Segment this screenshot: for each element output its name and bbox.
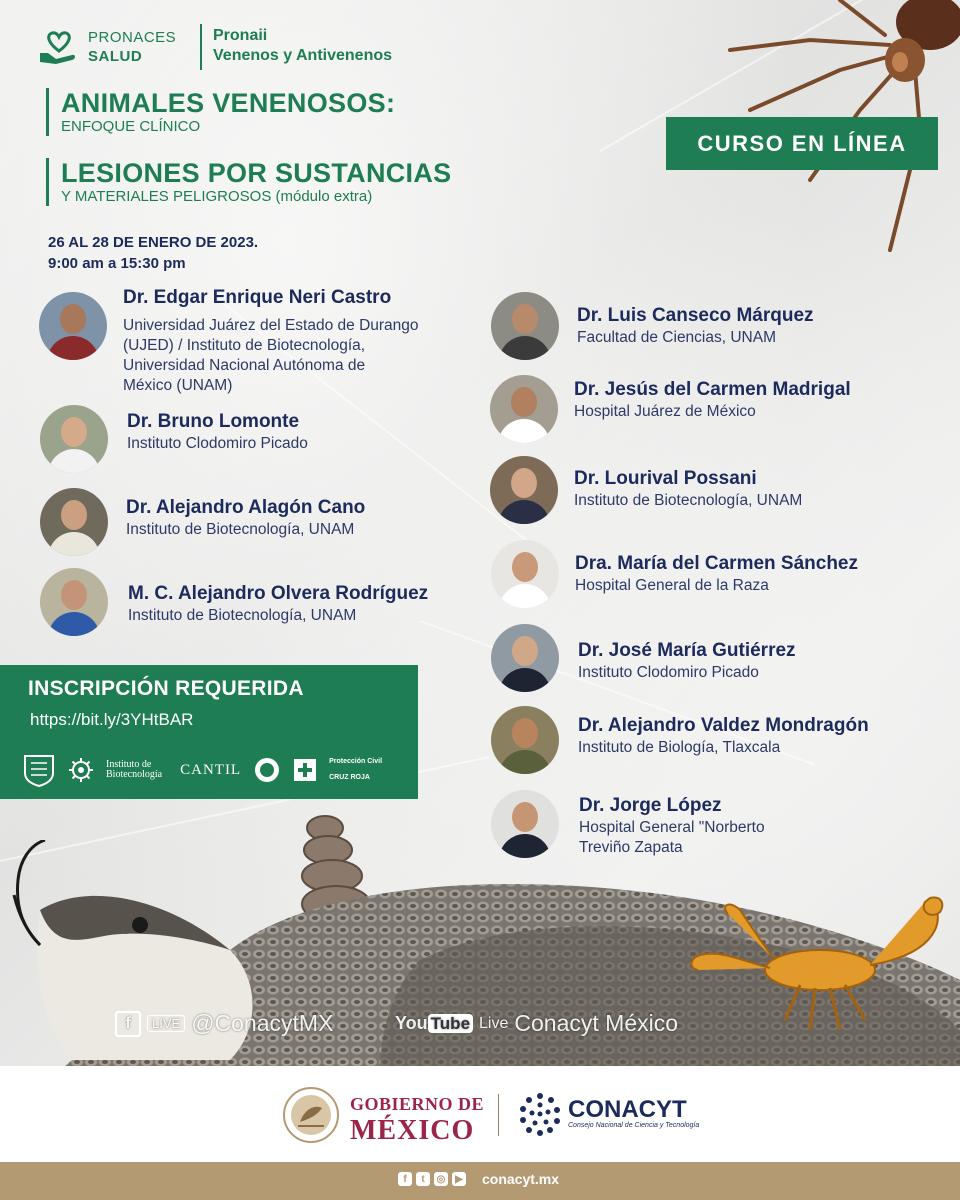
speaker-name: Dr. Lourival Possani <box>574 468 757 489</box>
speaker-name: M. C. Alejandro Olvera Rodríguez <box>128 583 429 604</box>
speaker-affiliation: Instituto de Biología, Tlaxcala <box>578 739 781 756</box>
social-icons <box>398 1172 466 1186</box>
speaker-photo <box>40 568 108 636</box>
speaker-photo <box>491 540 559 608</box>
title-animales <box>46 88 395 136</box>
live-badge: LIVE <box>147 1015 185 1032</box>
scorpion-illustration <box>680 890 960 1040</box>
registration-title: INSCRIPCIÓN REQUERIDA <box>28 677 304 700</box>
facebook-icon: f <box>115 1011 141 1037</box>
heart-hand-icon <box>38 29 80 65</box>
youtube-channel: Conacyt México <box>514 1010 679 1036</box>
twitter-icon[interactable]: t <box>416 1172 430 1186</box>
speaker-affiliation: Facultad de Ciencias, UNAM <box>577 329 776 346</box>
speaker-name: Dr. Jesús del Carmen Madrigal <box>574 379 851 400</box>
speaker-card <box>40 568 428 636</box>
speaker-name: Dra. María del Carmen Sánchez <box>575 553 858 574</box>
ibt-logo-line: Biotecnología <box>106 769 163 780</box>
second-title: LESIONES POR SUSTANCIAS <box>61 158 452 188</box>
speaker-name: Dr. Edgar Enrique Neri Castro <box>123 287 392 308</box>
speaker-card <box>490 456 802 524</box>
pronaces-logo <box>38 28 176 66</box>
conacyt-dots-icon <box>516 1090 564 1138</box>
youtube-icon[interactable]: ▶ <box>452 1172 466 1186</box>
speaker-photo <box>490 375 558 443</box>
speaker-name: Dr. Luis Canseco Márquez <box>577 305 814 326</box>
speaker-photo <box>490 456 558 524</box>
speaker-affiliation: Treviño Zapata <box>579 839 683 856</box>
pronaces-label: PRONACES <box>88 29 177 46</box>
pronaii-label <box>213 26 392 66</box>
schedule <box>48 232 258 274</box>
youtube-live[interactable] <box>395 1010 678 1037</box>
mexico-label: MÉXICO <box>350 1115 475 1146</box>
speaker-affiliation: (UJED) / Instituto de Biotecnología, <box>123 337 366 354</box>
footer <box>0 1066 960 1162</box>
speaker-affiliation: Hospital General "Norberto <box>579 819 765 836</box>
cantil-logo: CANTIL <box>180 761 242 778</box>
seal-icon <box>253 756 281 784</box>
speaker-name: Dr. Alejandro Alagón Cano <box>126 497 366 518</box>
speaker-affiliation: Hospital General de la Raza <box>575 577 769 594</box>
footer-divider <box>498 1094 499 1136</box>
speaker-photo <box>491 706 559 774</box>
speaker-photo <box>491 292 559 360</box>
facebook-live[interactable] <box>115 1010 333 1037</box>
youtube-tube: Tube <box>428 1014 473 1033</box>
pronaii-subtitle: Venenos y Antivenenos <box>213 47 393 64</box>
speaker-name: Dr. Jorge López <box>579 795 722 816</box>
pronaii-title: Pronaii <box>213 27 268 44</box>
second-subtitle: Y MATERIALES PELIGROSOS (módulo extra) <box>61 188 373 205</box>
title-lesiones <box>46 158 451 206</box>
speaker-affiliation: Hospital Juárez de México <box>574 403 756 420</box>
speaker-affiliation: Universidad Nacional Autónoma de <box>123 357 366 374</box>
conacyt-logo-text: CONACYT <box>568 1096 687 1123</box>
partner-logos <box>22 753 382 787</box>
speaker-affiliation: Universidad Juárez del Estado de Durango <box>123 317 419 334</box>
youtube-icon <box>395 1013 473 1034</box>
speaker-card <box>491 624 796 692</box>
speaker-card <box>491 706 869 774</box>
facebook-handle: @ConacytMX <box>191 1010 334 1036</box>
speaker-affiliation: Instituto de Biotecnología, UNAM <box>126 521 355 538</box>
bottom-bar <box>0 1162 960 1200</box>
speaker-card <box>491 540 858 608</box>
event-dates: 26 AL 28 DE ENERO DE 2023. <box>48 234 259 251</box>
speaker-affiliation: Instituto de Biotecnología, UNAM <box>574 492 803 509</box>
unam-shield-icon <box>22 753 56 787</box>
registration-panel <box>0 665 418 799</box>
speaker-card <box>40 405 308 473</box>
main-title: ANIMALES VENENOSOS: <box>61 88 396 118</box>
speaker-photo <box>40 488 108 556</box>
youtube-live-label: Live <box>479 1014 509 1032</box>
facebook-icon[interactable]: f <box>398 1172 412 1186</box>
speaker-name: Dr. Alejandro Valdez Mondragón <box>578 715 869 736</box>
speaker-card <box>39 287 419 396</box>
speaker-photo <box>491 624 559 692</box>
gobierno-label: GOBIERNO DE <box>350 1094 485 1114</box>
conacyt-subtitle: Consejo Nacional de Ciencia y Tecnología <box>568 1122 700 1129</box>
event-hours: 9:00 am a 15:30 pm <box>48 255 186 272</box>
instagram-icon[interactable]: ◎ <box>434 1172 448 1186</box>
speaker-name: Dr. Bruno Lomonte <box>127 411 300 432</box>
ibt-gear-icon <box>68 757 94 783</box>
speaker-affiliation: Instituto de Biotecnología, UNAM <box>128 607 357 624</box>
cruz-roja-logo: CRUZ ROJA <box>329 774 370 781</box>
speaker-affiliation: Instituto Clodomiro Picado <box>578 664 759 681</box>
mexico-coat-of-arms-icon <box>282 1086 340 1144</box>
speaker-card <box>491 292 814 360</box>
curso-en-linea-badge: CURSO EN LÍNEA <box>666 117 938 170</box>
speaker-affiliation: México (UNAM) <box>123 377 233 394</box>
main-subtitle: ENFOQUE CLÍNICO <box>61 118 201 135</box>
speaker-name: Dr. José María Gutiérrez <box>578 640 796 661</box>
hospital-cross-icon <box>293 758 317 782</box>
speaker-photo <box>39 292 107 360</box>
speaker-card <box>490 375 851 443</box>
youtube-you: You <box>395 1013 428 1033</box>
ibt-logo-line: Instituto de <box>106 759 152 770</box>
speaker-card <box>40 488 365 556</box>
speaker-affiliation: Instituto Clodomiro Picado <box>127 435 308 452</box>
speaker-photo <box>40 405 108 473</box>
header-divider <box>200 24 202 70</box>
proteccion-civil-logo: Protección Civil <box>329 758 383 765</box>
registration-link[interactable]: https://bit.ly/3YHtBAR <box>30 710 194 729</box>
website-link[interactable]: conacyt.mx <box>482 1171 560 1187</box>
salud-label: SALUD <box>88 48 143 65</box>
